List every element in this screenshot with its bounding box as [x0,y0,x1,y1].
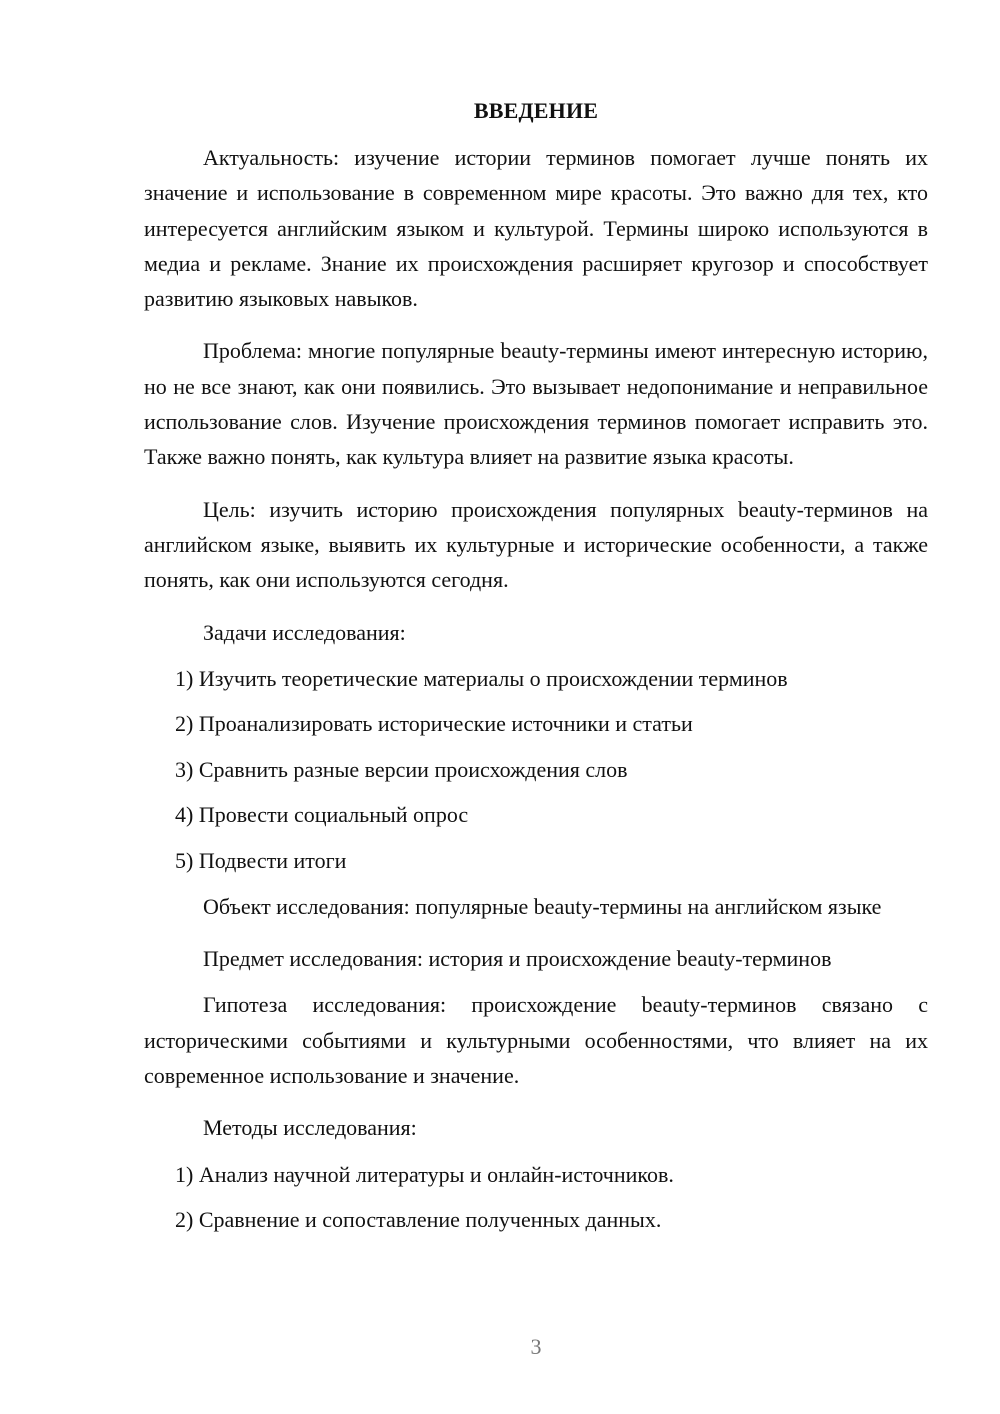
task-item: 5) Подвести итоги [175,847,347,873]
goal-paragraph: Цель: изучить историю происхождения популярных beauty-терминов на английском языке, выявить их культурные и исторические особенности, а также понять, как они используются сегодня. [144,496,928,593]
methods-heading: Методы исследования: [203,1115,417,1141]
subject-paragraph: Предмет исследования: история и происхождение beauty-терминов [203,946,832,972]
section-title: ВВЕДЕНИЕ [473,98,599,123]
task-item: 4) Провести социальный опрос [175,802,469,828]
task-item: 2) Проанализировать исторические источники и статьи [175,711,693,737]
tasks-list [144,661,928,878]
tasks-heading: Задачи исследования: [203,619,406,645]
task-item: 3) Сравнить разные версии происхождения слов [175,756,628,782]
task-item: 1) Изучить теоретические материалы о происхождении терминов [175,665,788,691]
relevance-paragraph: Актуальность: изучение истории терминов помогает лучше понять их значение и использование в современном мире красоты. Это важно для тех, кто интересуется английским языком и культурой. Термины широко используются в медиа и рекламе. Знание их происхождения расширяет кругозор и способствует развитию языковых навыков. [144,145,928,312]
page-content [144,96,928,1248]
method-item: 1) Анализ научной литературы и онлайн-источников. [175,1161,674,1187]
hypothesis-paragraph: Гипотеза исследования: происхождение beauty-терминов связано с историческими событиями и культурными особенностями, что влияет на их современное использование и значение. [144,992,928,1089]
problem-paragraph: Проблема: многие популярные beauty-термины имеют интересную историю, но не все знают, как они появились. Это вызывает недопонимание и неправильное использование слов. Изучение происхождения терминов помогает исправить это. Также важно понять, как культура влияет на развитие языка красоты. [144,338,928,470]
methods-list [144,1157,928,1238]
method-item: 2) Сравнение и сопоставление полученных данных. [175,1207,662,1233]
object-paragraph: Объект исследования: популярные beauty-термины на английском языке [203,893,882,919]
page-number: 3 [530,1334,542,1359]
